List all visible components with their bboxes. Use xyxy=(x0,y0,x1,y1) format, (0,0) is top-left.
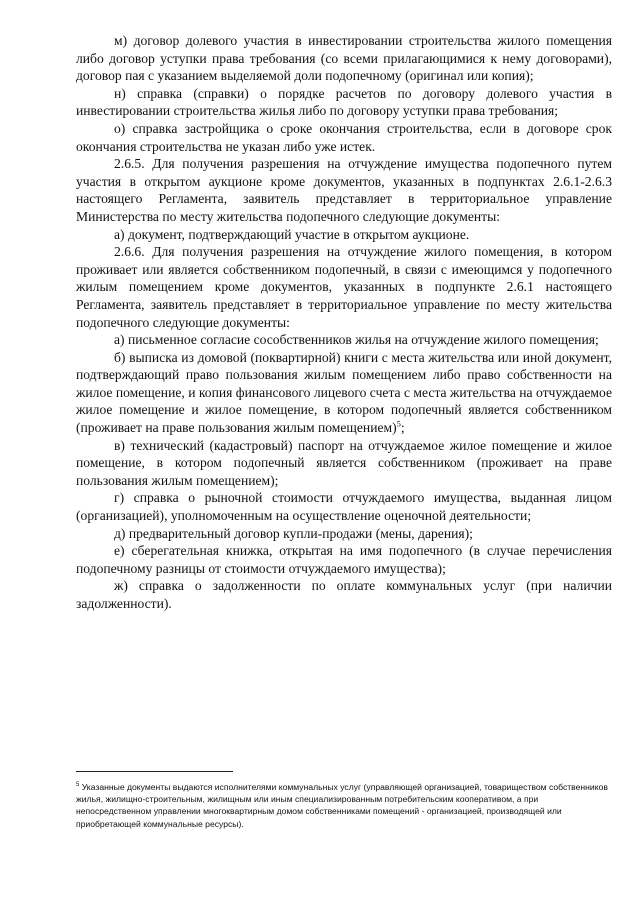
footnote-divider xyxy=(76,771,233,772)
footnote-text: Указанные документы выдаются исполнителями коммунальных услуг (управляющей организацией, товариществом собственников жилья, жилищно-строительным, жилищным или иным специализированным потребительским кооперативом, а при непосредственном управлении многоквартирным домом собственниками помещений - организацией, производящей или приобретающей коммунальные ресурсы). xyxy=(76,782,608,829)
paragraph-2-6-6-b xyxy=(76,349,612,437)
paragraph-2-6-6-d: д) предварительный договор купли-продажи (мены, дарения); xyxy=(114,525,473,541)
paragraph-2-6-6-v: в) технический (кадастровый) паспорт на отчуждаемое жилое помещение и жилое помещение, в котором подопечный является собственником (проживает на праве пользования жилым помещением); xyxy=(76,437,612,488)
paragraph-o: о) справка застройщика о сроке окончания строительства, если в договоре срок окончания строительства не указан либо уже истек. xyxy=(76,120,612,154)
paragraph-2-6-6: 2.6.6. Для получения разрешения на отчуждение жилого помещения, в котором проживает или является собственником подопечный, в связи с имеющимся у подопечного жилым помещением кроме документов, указанных в подпункте 2.6.1 настоящего Регламента, заявитель представляет в территориальное управление по месту жительства подопечного следующие документы: xyxy=(76,244,612,330)
paragraph-2-6-6-e: е) сберегательная книжка, открытая на имя подопечного (в случае перечисления подопечному разницы от стоимости отчуждаемого имущества); xyxy=(76,543,612,576)
paragraph-m: м) договор долевого участия в инвестировании строительства жилого помещения либо договор уступки права требования (со всеми прилагающимися к нему договорами), договор пая с указанием выделяемой доли подопечному (оригинал или копия); xyxy=(76,33,612,84)
paragraph-2-6-5-a: а) документ, подтверждающий участие в открытом аукционе. xyxy=(114,226,470,242)
document-body xyxy=(76,32,612,613)
footnote xyxy=(76,781,612,830)
paragraph-2-6-6-b-end: ; xyxy=(400,420,405,436)
footnote-number: 5 xyxy=(76,782,80,789)
paragraph-2-6-6-zh: ж) справка о задолженности по оплате коммунальных услуг (при наличии задолженности). xyxy=(76,578,612,611)
paragraph-n: н) справка (справки) о порядке расчетов по договору долевого участия в инвестировании строительства жилья либо по договору уступки права требования; xyxy=(76,85,612,119)
footnote-reference: 5 xyxy=(396,418,401,429)
paragraph-2-6-6-b-text: б) выписка из домовой (поквартирной) книги с места жительства или иной документ, подтверждающий право пользования жилым помещением либо право собственности на жилое помещение, и копия финансового лицевого счета с места жительства на отчуждаемое жилое помещение и жилое помещение, в котором подопечный является собственником (проживает на праве пользования жилым помещением) xyxy=(76,349,612,436)
paragraph-2-6-6-g: г) справка о рыночной стоимости отчуждаемого имущества, выданная лицом (организацией), уполномоченным на осуществление оценочной деятельности; xyxy=(76,490,612,524)
paragraph-2-6-6-a: а) письменное согласие сособственников жилья на отчуждение жилого помещения; xyxy=(114,332,599,348)
paragraph-2-6-5: 2.6.5. Для получения разрешения на отчуждение имущества подопечного путем участия в открытом аукционе кроме документов, указанных в подпунктах 2.6.1-2.6.3 настоящего Регламента, заявитель представляет в территориальное управление Министерства по месту жительства подопечного следующие документы: xyxy=(76,156,612,224)
